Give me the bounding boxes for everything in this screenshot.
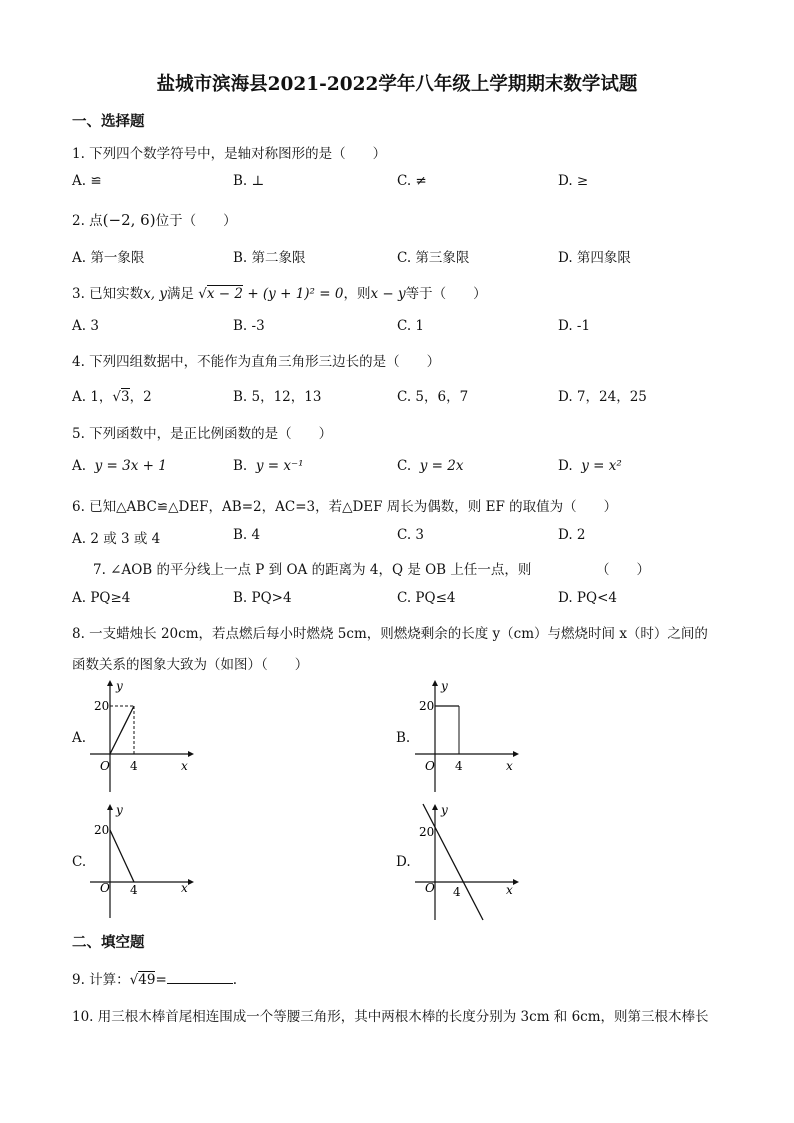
question-10-stem: 10. 用三根木棒首尾相连围成一个等腰三角形，其中两根木棒的长度分别为 3cm 和 6cm，则第三根木棒长: [72, 1009, 709, 1025]
question-2-stem: [72, 209, 237, 229]
q7-option-b: B. PQ>4: [233, 590, 292, 606]
q4-option-d: D. 7，24，25: [558, 389, 647, 405]
q4-a-pre: A. 1，: [72, 389, 113, 405]
q3-stem-mid: 满足: [167, 286, 194, 302]
q9-stem-post: =: [155, 972, 167, 988]
q6-option-d: D. 2: [558, 527, 586, 543]
q1-option-b: B. ⊥: [233, 173, 265, 189]
q3-stem-post: 等于（ ）: [405, 286, 487, 302]
q5-a-expr: y = 3x + 1: [94, 458, 167, 474]
q3-cond-root: x − 2: [206, 286, 244, 302]
graph-b-y-label: y: [441, 679, 448, 693]
q1-option-d: D. ≥: [558, 173, 589, 189]
q8-option-c-label: C.: [72, 854, 87, 870]
graph-a-x-tick: 4: [130, 759, 138, 773]
q5-option-b: B. y = x⁻¹: [233, 458, 304, 474]
q2-stem-pre: 2. 点: [72, 213, 103, 229]
question-1-stem: 1. 下列四个数学符号中，是轴对称图形的是（ ）: [72, 146, 387, 162]
graph-d-x-label: x: [506, 883, 513, 897]
graph-c-y-tick: 20: [94, 823, 110, 837]
section-choice: 一、选择题: [72, 113, 145, 130]
question-4-stem: 4. 下列四组数据中，不能作为直角三角形三边长的是（ ）: [72, 354, 441, 370]
graph-a-x-label: x: [181, 759, 188, 773]
section-fill: 二、填空题: [72, 934, 145, 951]
q3-expr: x − y: [370, 286, 406, 302]
q9-stem-pre: 9. 计算：: [72, 972, 130, 988]
q8-graph-b: [411, 676, 521, 796]
question-9-stem: 9. 计算：√49= .: [72, 972, 238, 988]
graph-b-x-tick: 4: [455, 759, 463, 773]
page-title: 盐城市滨海县2021-2022学年八年级上学期期末数学试题: [156, 74, 638, 95]
q4-option-a: A. 1，√3，2: [72, 389, 152, 405]
q9-answer-blank[interactable]: [167, 971, 233, 984]
q8-option-d-label: D.: [396, 854, 411, 870]
graph-d-y-label: y: [441, 803, 448, 817]
q9-root: 49: [138, 972, 156, 988]
q8-graph-c: [86, 800, 196, 920]
q5-option-c: C. y = 2x: [397, 458, 464, 474]
q3-stem-pre: 3. 已知实数: [72, 286, 144, 302]
q5-b-expr: y = x⁻¹: [255, 458, 304, 474]
q2-option-c: C. 第三象限: [397, 250, 470, 266]
question-8-line2: 函数关系的图象大致为（如图）（ ）: [72, 657, 309, 673]
q4-a-post: ，2: [129, 389, 152, 405]
graph-d-y-tick: 20: [419, 825, 435, 839]
q3-option-c: C. 1: [397, 318, 425, 334]
question-8-line1: 8. 一支蜡烛长 20cm，若点燃后每小时燃烧 5cm，则燃烧剩余的长度 y（cm）与燃烧时间 x（时）之间的: [72, 626, 708, 642]
graph-b-origin: O: [425, 759, 435, 773]
q2-stem-post: 位于（ ）: [155, 213, 237, 229]
q2-option-d: D. 第四象限: [558, 250, 631, 266]
graph-c-y-label: y: [116, 803, 123, 817]
graph-a-y-tick: 20: [94, 699, 110, 713]
question-7-paren: （ ）: [596, 562, 650, 578]
q3-condition: √x − 2 + (y + 1)² = 0: [198, 286, 344, 302]
q3-stem-mid2: ，则: [343, 286, 371, 302]
question-6-stem: 6. 已知△ABC≌△DEF，AB=2，AC=3，若△DEF 周长为偶数，则 EF 的取值为（ ）: [72, 499, 618, 515]
q4-option-b: B. 5，12，13: [233, 389, 322, 405]
graph-d-origin: O: [425, 881, 435, 895]
graph-c-x-label: x: [181, 881, 188, 895]
graph-b-y-tick: 20: [419, 699, 435, 713]
question-3-stem: [72, 282, 487, 302]
graph-d-x-tick: 4: [453, 885, 461, 899]
graph-c-x-tick: 4: [130, 883, 138, 897]
q6-option-c: C. 3: [397, 527, 425, 543]
q4-a-root: 3: [121, 389, 130, 405]
q6-option-b: B. 4: [233, 527, 261, 543]
q1-option-c: C. ≠: [397, 173, 427, 189]
question-7-stem: 7. ∠AOB 的平分线上一点 P 到 OA 的距离为 4，Q 是 OB 上任一点，则: [93, 562, 532, 578]
q5-c-expr: y = 2x: [419, 458, 464, 474]
q4-option-c: C. 5，6，7: [397, 389, 469, 405]
q1-option-a: A. ≌: [72, 173, 102, 189]
q5-d-expr: y = x²: [581, 458, 622, 474]
q3-vars: x, y: [143, 286, 167, 302]
q3-option-b: B. -3: [233, 318, 265, 334]
q9-end: .: [232, 972, 238, 988]
q8-graph-a: [86, 676, 196, 796]
q7-option-c: C. PQ≤4: [397, 590, 456, 606]
q3-cond-rest: + (y + 1)² = 0: [247, 286, 344, 302]
q3-option-d: D. -1: [558, 318, 591, 334]
question-5-stem: 5. 下列函数中，是正比例函数的是（ ）: [72, 426, 333, 442]
q6-option-a: A. 2 或 3 或 4: [72, 531, 161, 547]
q7-option-d: D. PQ<4: [558, 590, 617, 606]
q2-option-a: A. 第一象限: [72, 250, 145, 266]
q7-option-a: A. PQ≥4: [72, 590, 131, 606]
graph-c-origin: O: [100, 881, 110, 895]
q5-option-a: A. y = 3x + 1: [72, 458, 167, 474]
q2-point: (−2, 6): [102, 211, 156, 229]
q8-option-a-label: A.: [72, 730, 87, 746]
graph-a-y-label: y: [116, 679, 123, 693]
graph-b-x-label: x: [506, 759, 513, 773]
graph-a-origin: O: [100, 759, 110, 773]
q2-option-b: B. 第二象限: [233, 250, 306, 266]
q5-option-d: D. y = x²: [558, 458, 622, 474]
q8-graph-d: [411, 800, 521, 922]
q3-option-a: A. 3: [72, 318, 99, 334]
q8-option-b-label: B.: [396, 730, 411, 746]
